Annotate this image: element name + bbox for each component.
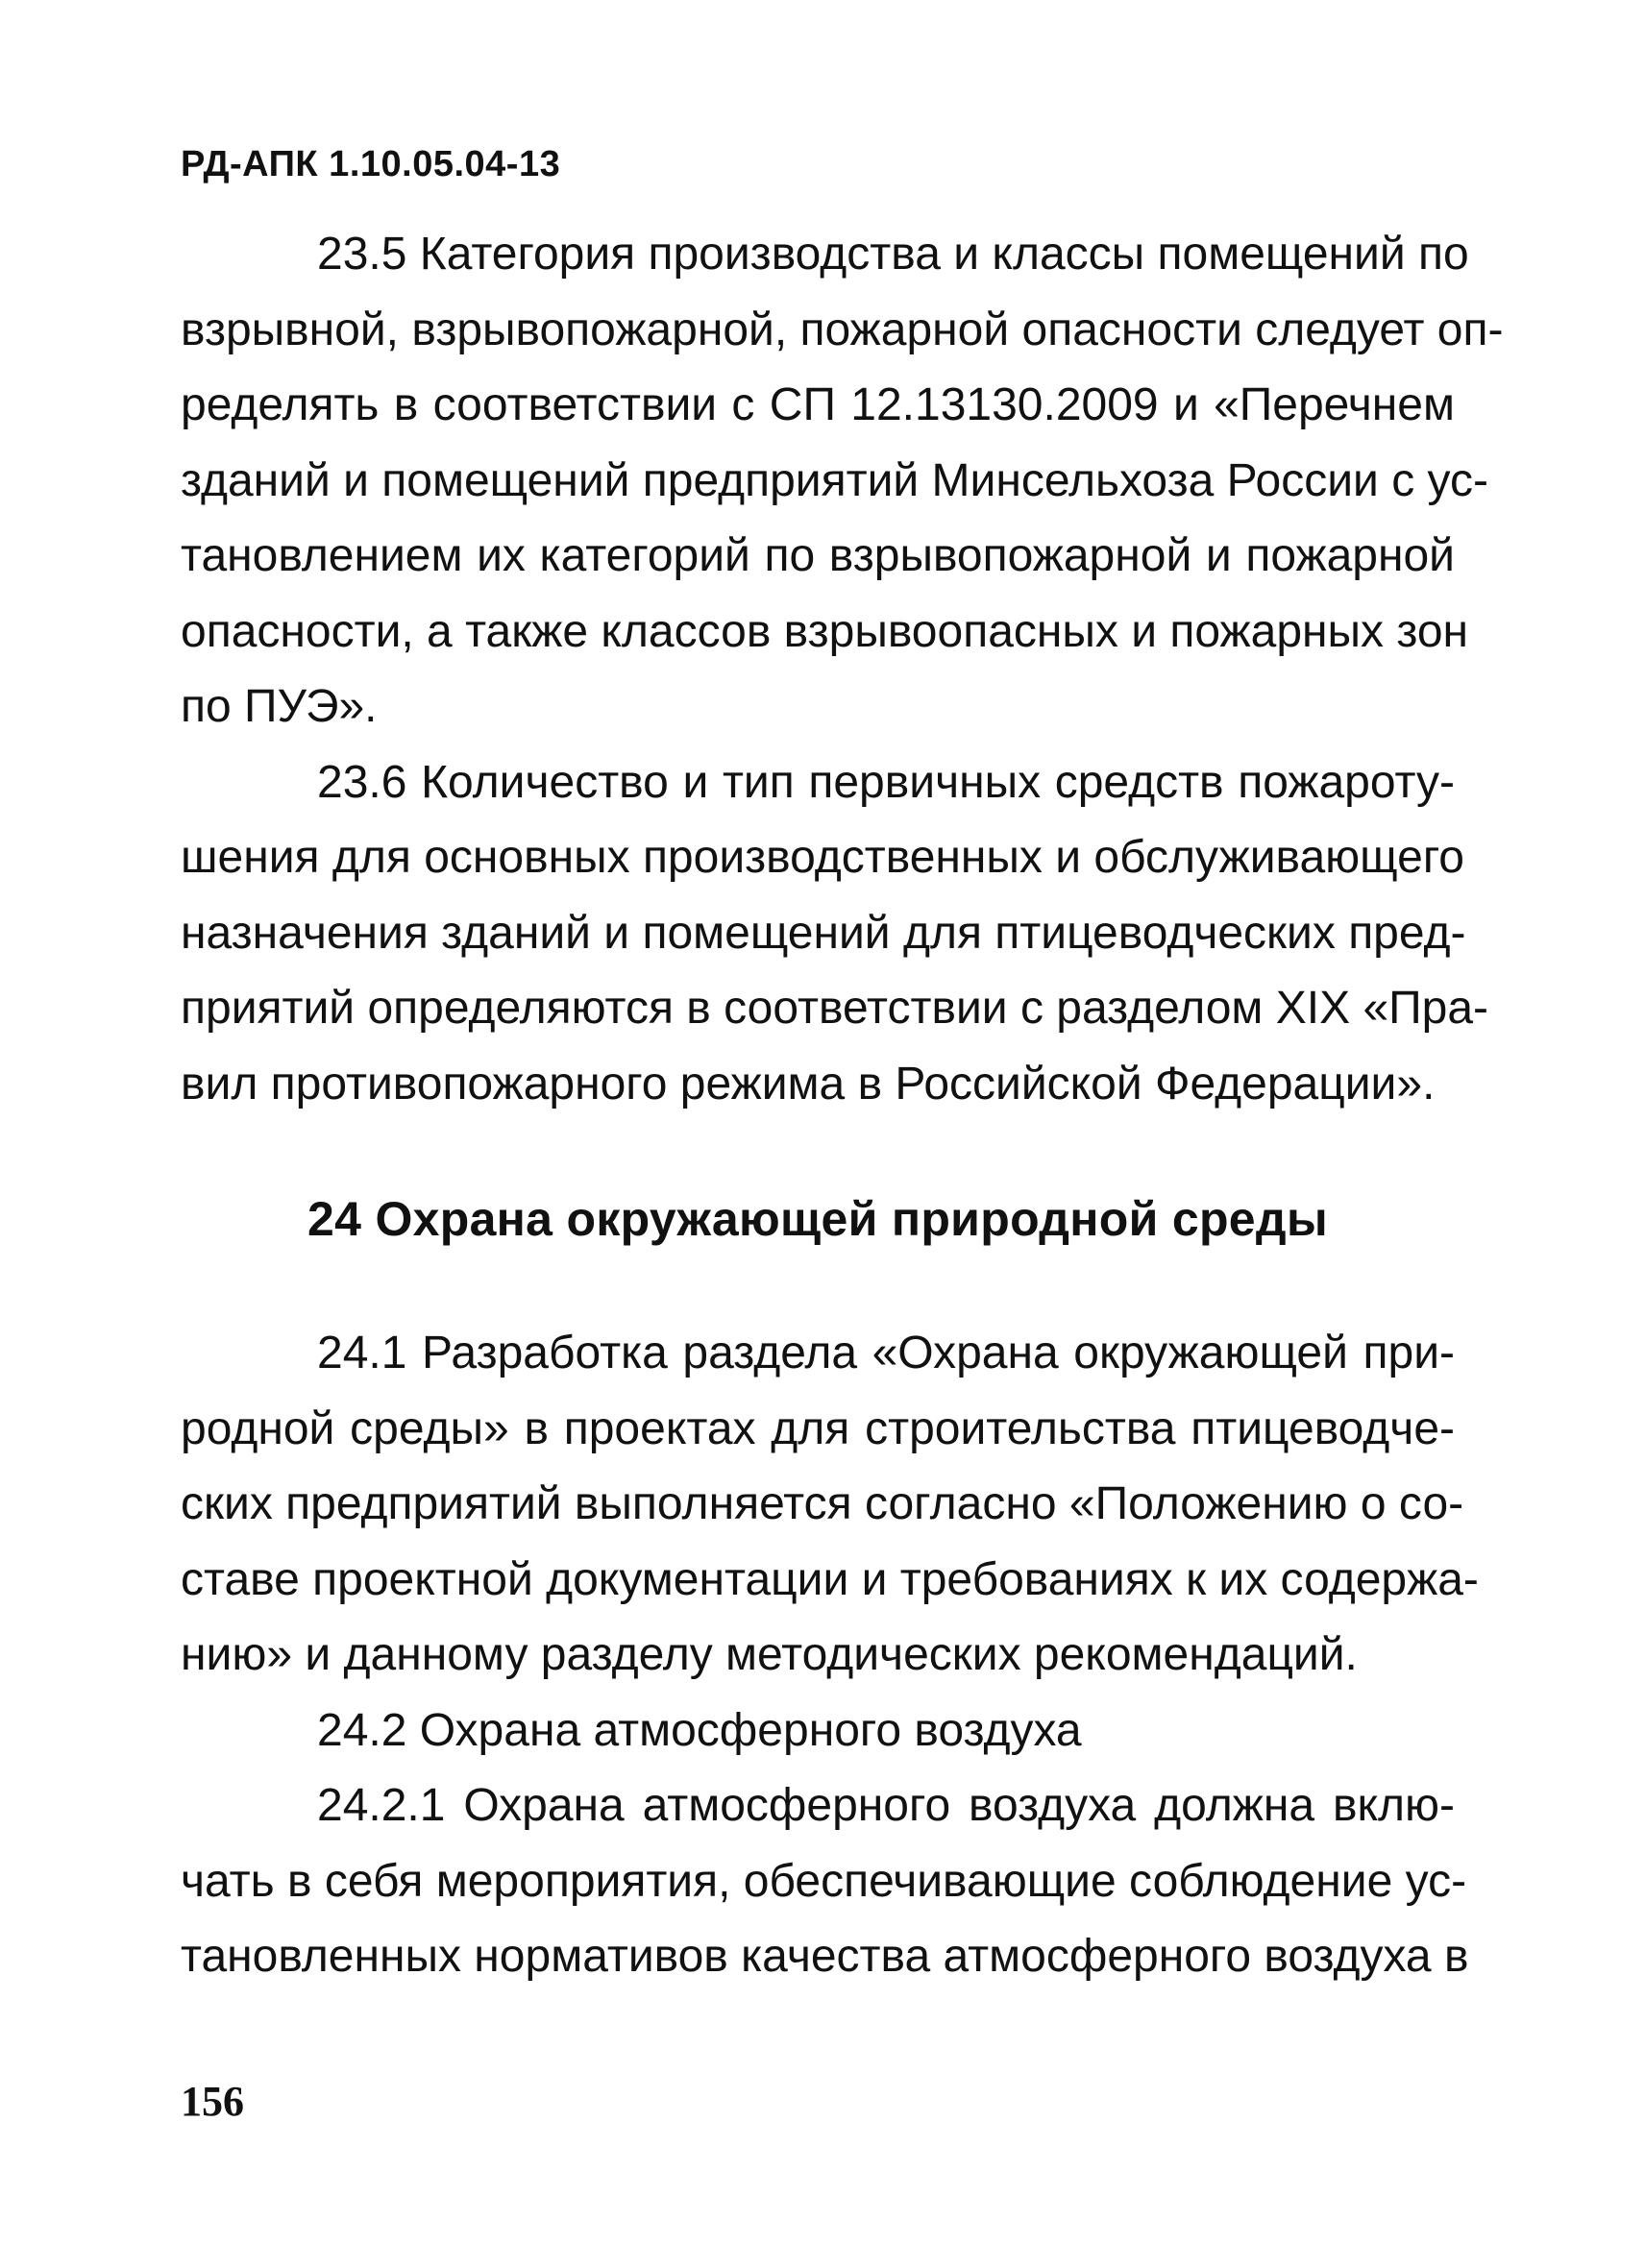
section-23-text bbox=[181, 217, 1504, 1122]
text-line: 24.2.1 Охрана атмосферного воздуха должна вклю- bbox=[317, 1780, 1455, 1831]
page-number: 156 bbox=[181, 2078, 244, 2125]
text-line: ских предприятий выполняется согласно «Положению о со- bbox=[181, 1478, 1464, 1529]
document-code: РД-АПК 1.10.05.04-13 bbox=[181, 144, 561, 184]
text-line: нию» и данному разделу методических рекомендаций. bbox=[181, 1629, 1358, 1680]
text-line: тановлением их категорий по взрывопожарной и пожарной bbox=[181, 530, 1455, 581]
text-line: приятий определяются в соответствии с разделом XIX «Пра- bbox=[181, 983, 1489, 1034]
text-line: 23.5 Категория производства и классы помещений по bbox=[317, 229, 1469, 280]
text-line: ставе проектной документации и требованиях к их содержа- bbox=[181, 1553, 1479, 1605]
text-line: чать в себя мероприятия, обеспечивающие соблюдение ус- bbox=[181, 1855, 1467, 1907]
text-line: опасности, а также классов взрывоопасных и пожарных зон bbox=[181, 605, 1469, 657]
section-24-heading: 24 Охрана окружающей природной среды bbox=[307, 1192, 1328, 1246]
text-line: тановленных нормативов качества атмосферного воздуха в bbox=[181, 1931, 1469, 1982]
text-line: 23.6 Количество и тип первичных средств пожароту- bbox=[317, 756, 1455, 808]
text-line: зданий и помещений предприятий Минсельхоза России с ус- bbox=[181, 454, 1488, 506]
subsection-heading: 24.2 Охрана атмосферного воздуха bbox=[317, 1704, 1082, 1756]
text-line: по ПУЭ». bbox=[181, 681, 378, 732]
text-line: 24.1 Разработка раздела «Охрана окружающей при- bbox=[317, 1328, 1455, 1378]
text-line: взрывной, взрывопожарной, пожарной опасности следует оп- bbox=[181, 304, 1504, 355]
text-line: шения для основных производственных и обслуживающего bbox=[181, 832, 1464, 883]
text-line: родной среды» в проектах для строительства птицеводче- bbox=[181, 1402, 1455, 1454]
text-line: назначения зданий и помещений для птицеводческих пред- bbox=[181, 907, 1466, 959]
section-24-text bbox=[181, 1316, 1479, 1995]
text-line: ределять в соответствии с СП 12.13130.2009 и «Перечнем bbox=[181, 379, 1455, 430]
text-line: вил противопожарного режима в Российской Федерации». bbox=[181, 1058, 1436, 1110]
